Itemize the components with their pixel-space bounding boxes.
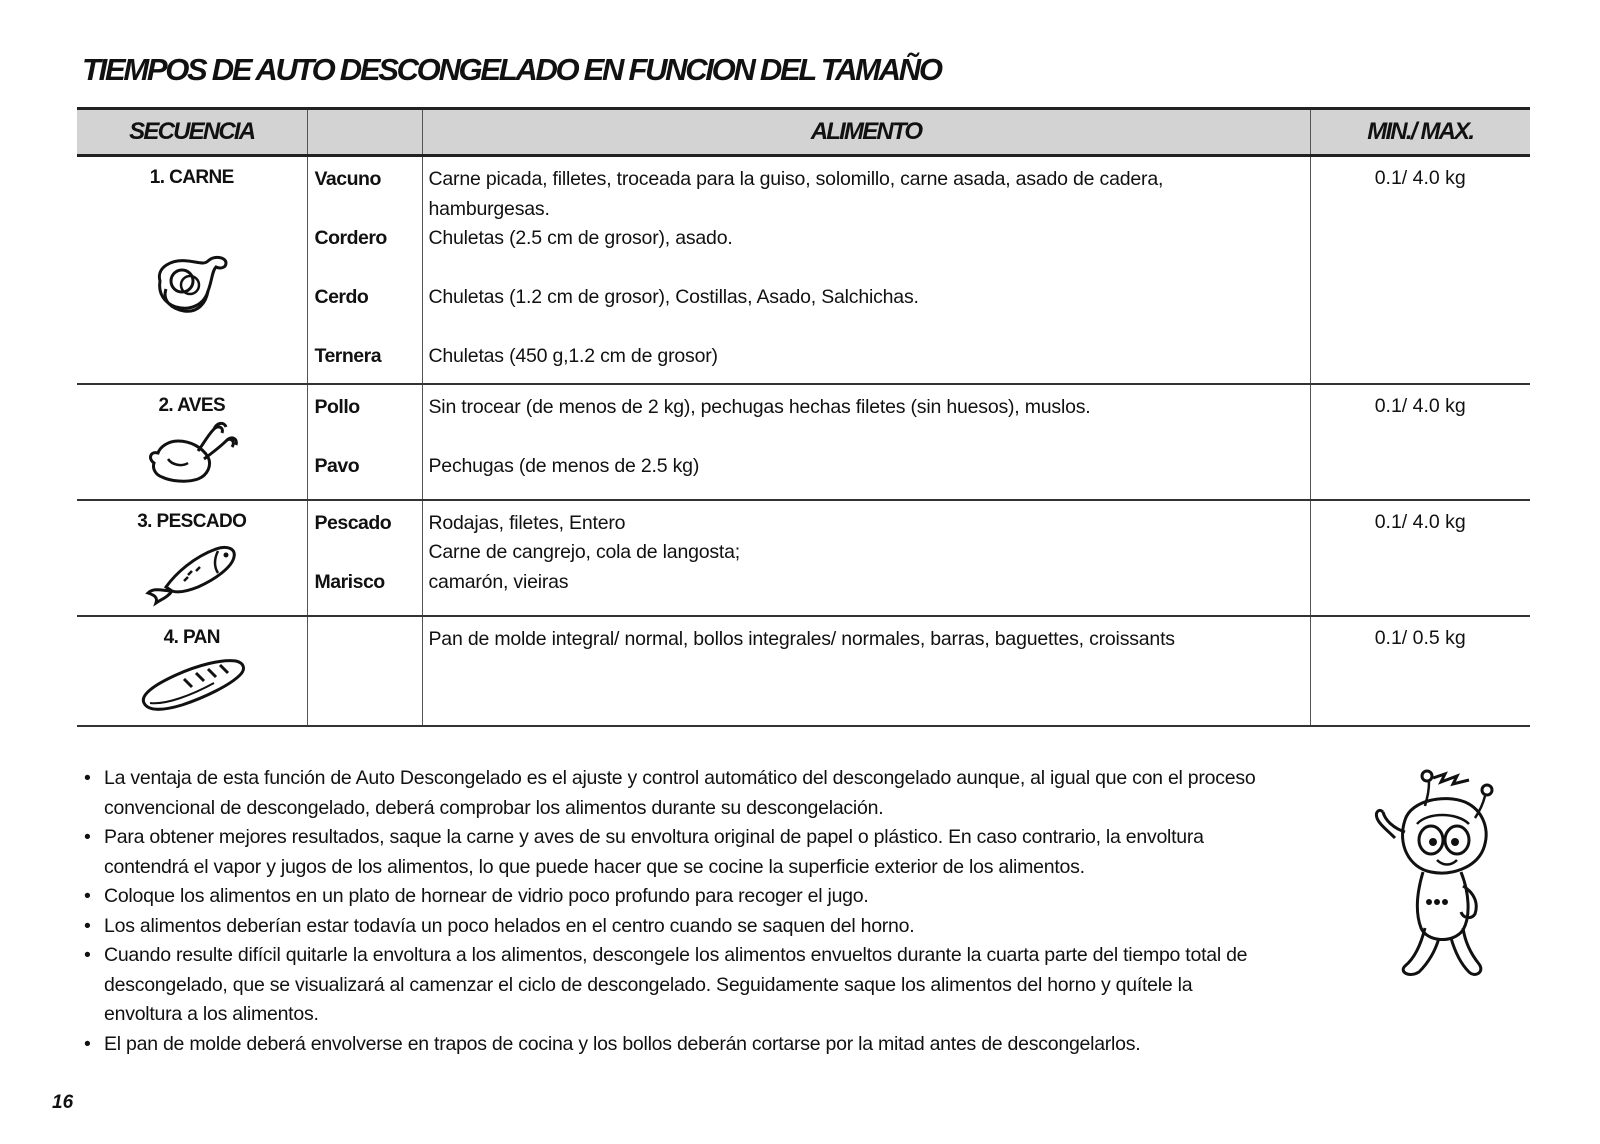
page-title: TIEMPOS DE AUTO DESCONGELADO EN FUNCION DEL TAMAÑO	[82, 52, 941, 87]
defrost-table	[77, 107, 1530, 727]
food-text	[429, 313, 1310, 343]
sequence-cell	[77, 616, 307, 726]
header-blank	[307, 109, 422, 156]
note-line: descongelado, que se visualizará al camenzar el ciclo de descongelado. Seguidamente saque los alimentos del horno y quítele la	[104, 973, 1193, 996]
list-item	[82, 882, 1372, 912]
food-text	[429, 254, 1310, 284]
astronaut-mascot-icon	[1365, 768, 1525, 988]
food-text	[429, 422, 1310, 452]
food-cell	[422, 500, 1310, 616]
sequence-cell	[77, 500, 307, 616]
list-item	[82, 1030, 1372, 1060]
subtype-label	[315, 254, 422, 284]
table-row	[77, 616, 1530, 726]
page-number: 16	[52, 1092, 74, 1113]
food-text: Pan de molde integral/ normal, bollos integrales/ normales, barras, baguettes, croissants	[428, 627, 1175, 650]
sequence-label: 4. PAN	[163, 626, 220, 648]
note-line: contendrá el vapor y jugos de los alimentos, lo que puede hacer que se cocine la superficie exterior de los alimentos.	[104, 855, 1085, 878]
food-text: Chuletas (450 g,1.2 cm de grosor)	[428, 345, 718, 367]
sequence-cell	[77, 384, 307, 500]
table-row	[77, 500, 1530, 616]
food-text: Chuletas (2.5 cm de grosor), asado.	[428, 227, 733, 249]
note-line: • Cuando resulte difícil quitarle la envoltura a los alimentos, descongele los alimentos envueltos durante la cuarta parte del tiempo total de	[104, 944, 1248, 966]
range-cell: 0.1/ 4.0 kg	[1310, 500, 1530, 616]
table-row	[77, 384, 1530, 500]
header-food: ALIMENTO	[422, 109, 1310, 156]
subtype-label: Ternera	[314, 345, 382, 367]
subtype-label: Pavo	[314, 454, 360, 477]
food-text: Sin trocear (de menos de 2 kg), pechugas hechas filetes (sin huesos), muslos.	[428, 395, 1091, 418]
food-text: camarón, vieiras	[428, 570, 569, 593]
meat-icon	[146, 251, 238, 323]
range-cell: 0.1/ 4.0 kg	[1310, 384, 1530, 500]
subtype-label: Marisco	[314, 570, 385, 593]
range-cell: 0.1/ 4.0 kg	[1310, 156, 1530, 384]
subtype-label	[315, 625, 422, 655]
food-text: Rodajas, filetes, Entero	[428, 511, 626, 534]
food-text: Carne de cangrejo, cola de langosta;	[428, 541, 741, 563]
fish-icon	[142, 535, 242, 607]
poultry-icon	[142, 419, 242, 485]
sequence-label: 2. AVES	[158, 394, 226, 416]
list-item	[82, 912, 1372, 942]
food-cell	[422, 156, 1310, 384]
range-cell: 0.1/ 0.5 kg	[1310, 616, 1530, 726]
list-item	[82, 764, 1372, 823]
table-header-row	[77, 109, 1530, 156]
bread-icon	[136, 653, 248, 713]
food-text: Carne picada, filletes, troceada para la guiso, solomillo, carne asada, asado de cadera,	[428, 168, 1164, 190]
food-text: Chuletas (1.2 cm de grosor), Costillas, Asado, Salchichas.	[428, 286, 919, 308]
notes-list	[82, 764, 1372, 1059]
subtype-label: Pescado	[314, 511, 392, 534]
sequence-label: 1. CARNE	[149, 167, 234, 188]
note-line: envoltura a los alimentos.	[104, 1003, 319, 1025]
subtype-cell	[307, 500, 422, 616]
subtype-cell	[307, 156, 422, 384]
subtype-cell	[307, 384, 422, 500]
food-cell	[422, 616, 1310, 726]
subtype-label	[315, 313, 422, 343]
note-line: • Los alimentos deberían estar todavía un poco helados en el centro cuando se saquen del horno.	[104, 914, 915, 937]
list-item	[82, 941, 1372, 1030]
note-line: convencional de descongelado, deberá comprobar los alimentos durante su descongelación.	[104, 796, 884, 819]
food-text: hamburgesas.	[428, 197, 550, 220]
list-item	[82, 823, 1372, 882]
subtype-label	[315, 422, 422, 452]
header-sequence: SECUENCIA	[77, 109, 307, 156]
note-line: • Coloque los alimentos en un plato de hornear de vidrio poco profundo para recoger el jugo.	[104, 885, 869, 907]
subtype-label	[315, 195, 422, 225]
table-row	[77, 156, 1530, 384]
sequence-cell	[77, 156, 307, 384]
sequence-label: 3. PESCADO	[137, 510, 247, 532]
header-range: MIN./ MAX.	[1310, 109, 1530, 156]
note-line: • El pan de molde deberá envolverse en trapos de cocina y los bollos deberán cortarse por la mitad antes de descongelarlos.	[104, 1032, 1141, 1055]
food-cell	[422, 384, 1310, 500]
subtype-label: Cerdo	[314, 286, 369, 308]
food-text: Pechugas (de menos de 2.5 kg)	[428, 454, 700, 477]
subtype-cell	[307, 616, 422, 726]
subtype-label: Vacuno	[314, 168, 381, 190]
subtype-label	[315, 538, 422, 568]
subtype-label: Cordero	[314, 227, 387, 249]
note-line: • La ventaja de esta función de Auto Descongelado es el ajuste y control automático del descongelado aunque, al igual que con el proceso	[104, 767, 1256, 789]
note-line: • Para obtener mejores resultados, saque la carne y aves de su envoltura original de papel o plástico. En caso contrario, la envoltura	[104, 826, 1204, 848]
subtype-label: Pollo	[314, 395, 360, 418]
